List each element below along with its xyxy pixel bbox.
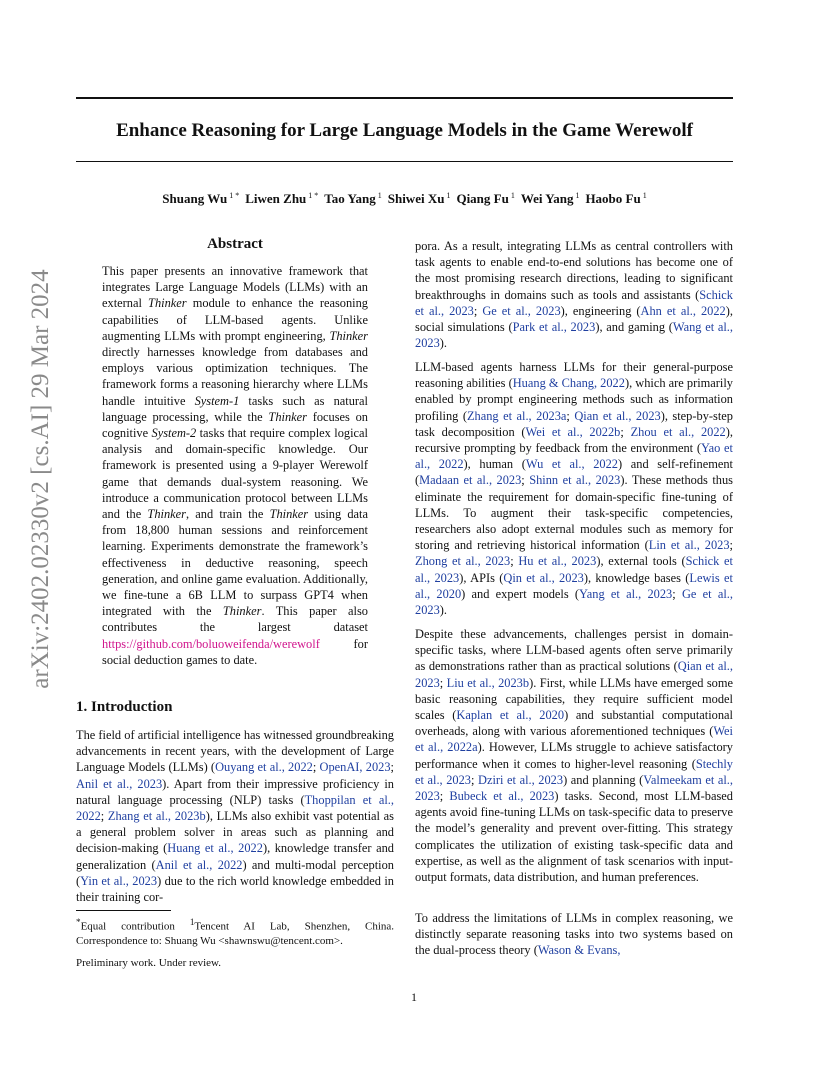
- citation-link[interactable]: Liu et al., 2023b: [446, 675, 530, 690]
- right-paragraph-4: To address the limitations of LLMs in complex reasoning, we distinctly separate reasoning tasks into two systems based on the dual-process theory (Wason & Evans,: [415, 911, 733, 958]
- citation-link[interactable]: Ahn et al., 2022: [640, 303, 726, 318]
- citation-link[interactable]: Wei et al., 2022a: [415, 724, 733, 755]
- citation-link[interactable]: Park et al., 2023: [512, 320, 596, 335]
- abstract-heading: Abstract: [207, 236, 263, 252]
- citation-link[interactable]: Huang et al., 2022: [167, 841, 263, 856]
- author-affiliation-mark: 1: [446, 191, 451, 200]
- section-heading-introduction: 1. Introduction: [76, 699, 173, 715]
- right-paragraph-2: LLM-based agents harness LLMs for their general-purpose reasoning abilities (Huang & Chang, 2022), which are primarily enabled by prompt engineering methods such as information profiling (Zhang et al., 2023a; Qian et al., 2023), step-by-step task decomposition (Wei et al., 2022b; Zhou et al., 2022), recursive prompting by feedback from the environment (Yao et al., 2022), human (Wu et al., 2022) and self-refinement (Madaan et al., 2023; Shinn et al., 2023). These methods thus eliminate the requirement for domain-specific fine-tuning of LLMs. To augment their task-specific competencies, researchers also adopt external modules such as memory for storing and retrieving historical information (Lin et al., 2023; Zhong et al., 2023; Hu et al., 2023), external tools (Schick et al., 2023), APIs (Qin et al., 2023), knowledge bases (Lewis et al., 2020) and expert models (Yang et al., 2023; Ge et al., 2023).: [415, 360, 733, 618]
- author-name: Liwen Zhu $^{1 *}$: [245, 191, 319, 207]
- citation-link[interactable]: Valmeekam et al., 2023: [415, 772, 734, 804]
- citation-link[interactable]: Anil et al., 2023: [76, 776, 163, 791]
- emphasis-text: System-1: [194, 393, 240, 408]
- author-name: Wei Yang $^1$: [520, 191, 580, 207]
- emphasis-text: Thinker: [148, 296, 187, 311]
- citation-link[interactable]: Lin et al., 2023: [648, 538, 730, 553]
- citation-link[interactable]: Zhang et al., 2023a: [466, 408, 567, 423]
- author-affiliation-mark: 1: [377, 191, 382, 200]
- author-name: Shiwei Xu $^1$: [387, 191, 451, 207]
- citation-link[interactable]: Qian et al., 2023: [415, 659, 733, 690]
- citation-link[interactable]: Kaplan et al., 2020: [456, 708, 565, 723]
- footnote-affiliation: Tencent AI Lab, Shenzhen, China. Correspondence to: Shuang Wu <shawnswu@tencent.com>.: [76, 920, 395, 947]
- dataset-url-link[interactable]: https://github.com/boluoweifenda/werewolf: [102, 636, 320, 651]
- citation-link[interactable]: Bubeck et al., 2023: [449, 789, 555, 804]
- citation-link[interactable]: Wu et al., 2022: [525, 457, 619, 472]
- paper-title: Enhance Reasoning for Large Language Models in the Game Werewolf: [116, 120, 693, 141]
- footnote: *Equal contribution $^1$Tencent AI Lab, Shenzhen, China. Correspondence to: Shuang Wu <shawnswu@tencent.com>.: [76, 917, 395, 947]
- footnote-rule: [76, 910, 171, 911]
- abstract-text: This paper presents an innovative framework that integrates Large Language Models (LLMs) with an external Thinker module to enhance the reasoning capabilities of LLM-based agents. Unlike augmenting LLMs with prompt engineering, Thinker directly harnesses knowledge from databases and employs various optimization techniques. The framework forms a reasoning hierarchy where LLMs handle intuitive System-1 tasks such as natural language processing, while the Thinker focuses on cognitive System-2 tasks that require complex logical analysis and domain-specific knowledge. Our framework is presented using a 9-player Werewolf game that demands dual-system reasoning. We introduce a communication protocol between LLMs and the Thinker, and train the Thinker using data from 18,800 human sessions and reinforcement learning. Experiments demonstrate the framework’s effectiveness in deductive reasoning, speech generation, and online game evaluation. Additionally, we fine-tune a 6B LLM to surpass GPT4 when integrated with the Thinker. This paper also contributes the largest dataset https://github.com/boluoweifenda/werewolf for social deduction games to date.: [102, 264, 369, 667]
- citation-link[interactable]: Wang et al., 2023: [415, 320, 733, 351]
- citation-link[interactable]: Yang et al., 2023: [579, 586, 673, 601]
- title-top-rule: [76, 97, 733, 99]
- emphasis-text: Thinker: [329, 328, 368, 343]
- citation-link[interactable]: Ge et al., 2023: [415, 586, 733, 618]
- citation-link[interactable]: Zhong et al., 2023: [415, 554, 511, 569]
- right-paragraph-3: Despite these advancements, challenges persist in domain-specific tasks, where LLM-based agents often serve primarily as demonstrations rather than as practical solutions (Qian et al., 2023; Liu et al., 2023b). First, while LLMs have emerged some basic reasoning capabilities, they require sufficient model scales (Kaplan et al., 2020) and substantial computational overheads, along with various aforementioned techniques (Wei et al., 2022a). However, LLMs struggle to achieve satisfactory performance when it comes to higher-level reasoning (Stechly et al., 2023; Dziri et al., 2023) and planning (Valmeekam et al., 2023; Bubeck et al., 2023) tasks. Second, most LLM-based agents avoid fine-tuning LLMs on task-specific data to preserve the model’s generality and prevent over-fitting. This strategy complicates the utilization of existing task-specific data and expertise, as well as the alignment of task scenarios with input-output formats, data distribution, and human preferences.: [415, 627, 734, 885]
- citation-link[interactable]: Ge et al., 2023: [482, 303, 561, 318]
- citation-link[interactable]: Thoppilan et al., 2022: [76, 792, 394, 824]
- author-name: Shuang Wu $^{1 *}$: [162, 191, 240, 207]
- citation-link[interactable]: Lewis et al., 2020: [415, 570, 733, 601]
- citation-link[interactable]: Qian et al., 2023: [574, 408, 661, 423]
- right-paragraph-1: pora. As a result, integrating LLMs as central controllers with task agents to enable end-to-end solutions has become one of the most promising research directions, leading to significant breakthroughs in domains such as tools and assistants (Schick et al., 2023; Ge et al., 2023), engineering (Ahn et al., 2022), social simulations (Park et al., 2023), and gaming (Wang et al., 2023).: [415, 239, 733, 351]
- author-affiliation-mark: 1: [575, 191, 580, 200]
- author-affiliation-mark: 1 *: [308, 191, 319, 200]
- intro-paragraph: The field of artificial intelligence has witnessed groundbreaking advancements in recent years, with the development of Large Language Models (LLMs) (Ouyang et al., 2022; OpenAI, 2023; Anil et al., 2023). Apart from their impressive proficiency in natural language processing (NLP) tasks (Thoppilan et al., 2022; Zhang et al., 2023b), LLMs also exhibit vast potential as a general problem solver in areas such as planning and decision-making (Huang et al., 2022), knowledge transfer and generalization (Anil et al., 2022) and multi-modal perception (Yin et al., 2023) due to the rich world knowledge embedded in their training cor-: [76, 728, 395, 905]
- page-number: 1: [411, 990, 417, 1004]
- author-list: [60, 191, 749, 207]
- citation-link[interactable]: Stechly et al., 2023: [415, 756, 733, 787]
- citation-link[interactable]: Zhou et al., 2022: [630, 424, 726, 439]
- author-name: Tao Yang $^1$: [324, 191, 382, 207]
- citation-link[interactable]: Shinn et al., 2023: [529, 473, 621, 488]
- citation-link[interactable]: Schick et al., 2023: [415, 554, 733, 585]
- citation-link[interactable]: Yin et al., 2023: [80, 873, 158, 888]
- author-affiliation-mark: 1: [510, 191, 515, 200]
- author-name: Qiang Fu $^1$: [456, 191, 515, 207]
- author-affiliation-mark: 1 *: [229, 191, 240, 200]
- citation-link[interactable]: Wei et al., 2022b: [525, 424, 621, 439]
- author-affiliation-mark: 1: [642, 191, 647, 200]
- citation-link[interactable]: Qin et al., 2023: [503, 570, 584, 585]
- emphasis-text: Thinker: [268, 409, 307, 424]
- citation-link[interactable]: Hu et al., 2023: [518, 554, 597, 569]
- emphasis-text: Thinker: [269, 507, 309, 522]
- citation-link[interactable]: OpenAI, 2023: [319, 760, 391, 775]
- citation-link[interactable]: Anil et al., 2022: [155, 857, 243, 872]
- title-bottom-rule: [76, 161, 733, 162]
- author-name: Haobo Fu $^1$: [585, 191, 647, 207]
- citation-link[interactable]: Schick et al., 2023: [415, 287, 733, 318]
- citation-link[interactable]: Wason & Evans,: [537, 943, 621, 958]
- arxiv-stamp: arXiv:2402.02330v2 [cs.AI] 29 Mar 2024: [27, 269, 54, 689]
- citation-link[interactable]: Zhang et al., 2023b: [107, 809, 206, 824]
- citation-link[interactable]: Yao et al., 2022: [415, 441, 733, 472]
- preliminary-note: Preliminary work. Under review.: [76, 957, 221, 969]
- citation-link[interactable]: Ouyang et al., 2022: [215, 760, 313, 775]
- emphasis-text: Thinker: [147, 507, 186, 522]
- citation-link[interactable]: Dziri et al., 2023: [478, 772, 564, 787]
- emphasis-text: System-2: [151, 426, 197, 441]
- citation-link[interactable]: Madaan et al., 2023: [419, 473, 522, 488]
- footnote-equal: Equal contribution: [80, 920, 175, 933]
- emphasis-text: Thinker: [222, 604, 262, 619]
- citation-link[interactable]: Huang & Chang, 2022: [512, 376, 625, 391]
